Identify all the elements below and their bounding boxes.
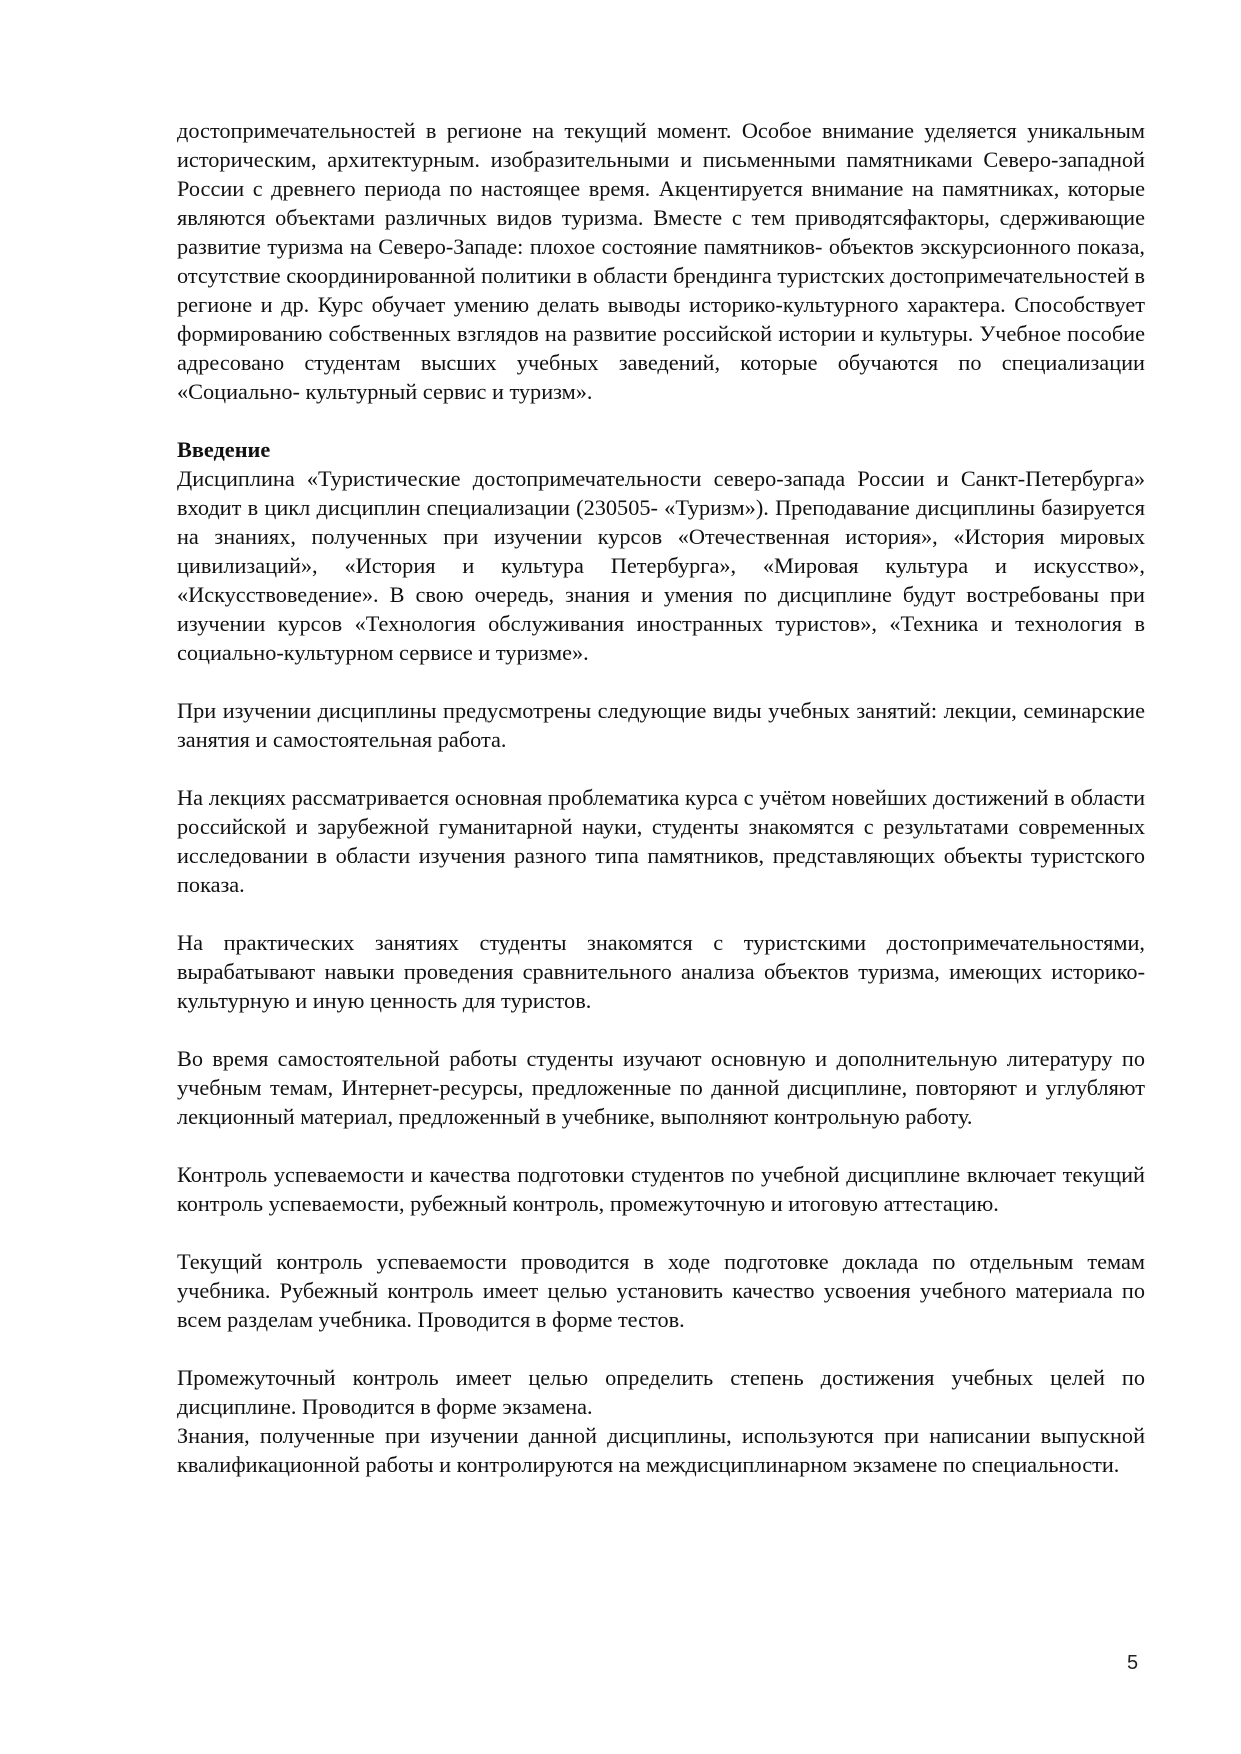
section-heading: Введение (177, 437, 271, 462)
paragraph-lectures: На лекциях рассматривается основная проблематика курса с учётом новейших достижений в области российской и зарубежной гуманитарной науки, студенты знакомятся с результатами современных исследовании в области изучения разного типа памятников, представляющих объекты туристского показа. (177, 785, 1145, 897)
document-page (177, 116, 1145, 1479)
paragraph-current-control: Текущий контроль успеваемости проводится в ходе подготовке доклада по отдельным темам учебника. Рубежный контроль имеет целью установить качество усвоения учебного материала по всем разделам учебника. Проводится в форме тестов. (177, 1249, 1145, 1332)
paragraph-practical: На практических занятиях студенты знакомятся с туристскими достопримечательностями, вырабатывают навыки проведения сравнительного анализа объектов туризма, имеющих историко-культурную и иную ценность для туристов. (177, 930, 1145, 1013)
paragraph-assessment: Контроль успеваемости и качества подготовки студентов по учебной дисциплине включает текущий контроль успеваемости, рубежный контроль, промежуточную и итоговую аттестацию. (177, 1162, 1145, 1216)
paragraph-intermediate-control: Промежуточный контроль имеет целью определить степень достижения учебных целей по дисциплине. Проводится в форме экзамена. (177, 1365, 1145, 1419)
page-number: 5 (1127, 1652, 1139, 1674)
intro-paragraph: достопримечательностей в регионе на текущий момент. Особое внимание уделяется уникальным историческим, архитектурным. изобразительными и письменными памятниками Северо-западной России с древнего периода по настоящее время. Акцентируется внимание на памятниках, которые являются объектами различных видов туризма. Вместе с тем приводятсяфакторы, сдерживающие развитие туризма на Северо-Западе: плохое состояние памятников- объектов экскурсионного показа, отсутствие скоординированной политики в области брендинга туристских достопримечательностей в регионе и др. Курс обучает умению делать выводы историко-культурного характера. Способствует формированию собственных взглядов на развитие российской истории и культуры. Учебное пособие адресовано студентам высших учебных заведений, которые обучаются по специализации «Социально- культурный сервис и туризм». (177, 118, 1145, 404)
paragraph-self-study: Во время самостоятельной работы студенты изучают основную и дополнительную литературу по учебным темам, Интернет-ресурсы, предложенные по данной дисциплине, повторяют и углубляют лекционный материал, предложенный в учебнике, выполняют контрольную работу. (177, 1046, 1145, 1129)
paragraph-class-types: При изучении дисциплины предусмотрены следующие виды учебных занятий: лекции, семинарские занятия и самостоятельная работа. (177, 698, 1145, 752)
paragraph-knowledge-usage: Знания, полученные при изучении данной дисциплины, используются при написании выпускной квалификационной работы и контролируются на междисциплинарном экзамене по специальности. (177, 1423, 1145, 1477)
paragraph-discipline: Дисциплина «Туристические достопримечательности северо-запада России и Санкт-Петербурга» входит в цикл дисциплин специализации (230505- «Туризм»). Преподавание дисциплины базируется на знаниях, полученных при изучении курсов «Отечественная история», «История мировых цивилизаций», «История и культура Петербурга», «Мировая культура и искусство», «Искусствоведение». В свою очередь, знания и умения по дисциплине будут востребованы при изучении курсов «Технология обслуживания иностранных туристов», «Техника и технология в социально-культурном сервисе и туризме». (177, 466, 1145, 665)
